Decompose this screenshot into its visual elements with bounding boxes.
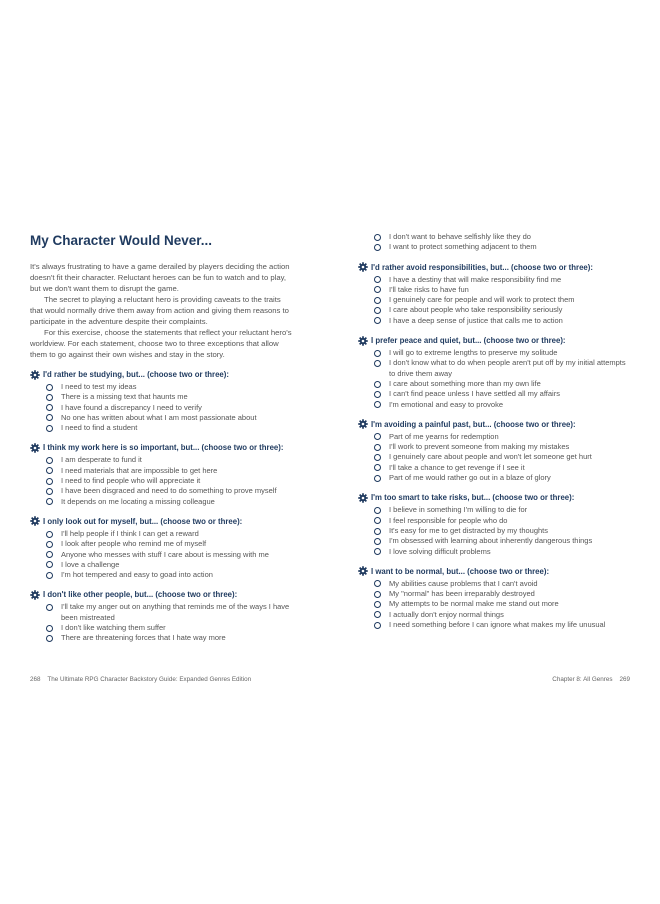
option-item — [358, 620, 630, 630]
circle-checkbox-icon — [46, 541, 53, 548]
circle-checkbox-icon — [374, 234, 381, 241]
left-sections — [30, 369, 292, 644]
circle-checkbox-icon — [374, 391, 381, 398]
intro-paragraph: The secret to playing a reluctant hero is providing caveats to the traits that would normally drive them away from action and giving them reasons to participate in the adventure despite their complaints. — [30, 295, 289, 326]
circle-checkbox-icon — [374, 401, 381, 408]
circle-checkbox-icon — [374, 276, 381, 283]
gear-icon — [30, 516, 40, 526]
circle-checkbox-icon — [374, 297, 381, 304]
option-item — [30, 486, 292, 496]
option-item — [30, 476, 292, 486]
circle-checkbox-icon — [374, 548, 381, 555]
option-text: I'll take my anger out on anything that reminds me of the ways I have been mistreated — [61, 602, 290, 622]
statement-section — [358, 419, 630, 483]
intro-paragraph: For this exercise, choose the statements that reflect your reluctant hero's worldview. For each statement, choose two to three exceptions that allow them to go against their own wishes and stay in the story. — [30, 328, 292, 359]
option-text: I believe in something I'm willing to die for — [389, 505, 528, 515]
option-text: I look after people who remind me of myself — [61, 539, 207, 549]
circle-checkbox-icon — [374, 360, 381, 367]
circle-checkbox-icon — [374, 528, 381, 535]
option-text: I have a deep sense of justice that calls me to action — [389, 315, 563, 325]
statement-heading-text: I want to be normal, but... (choose two or three): — [371, 566, 550, 576]
circle-checkbox-icon — [374, 464, 381, 471]
circle-checkbox-icon — [374, 454, 381, 461]
option-text: I actually don't enjoy normal things — [389, 609, 504, 619]
option-text: I love solving difficult problems — [389, 546, 491, 556]
circle-checkbox-icon — [46, 488, 53, 495]
option-text: I need something before I can ignore what makes my life unusual — [389, 620, 606, 630]
option-text: I will go to extreme lengths to preserve my solitude — [389, 348, 558, 358]
option-item — [358, 516, 630, 526]
option-text: I don't want to behave selfishly like they do — [389, 232, 531, 241]
gear-icon — [30, 443, 40, 453]
circle-checkbox-icon — [374, 507, 381, 514]
circle-checkbox-icon — [374, 381, 381, 388]
statement-heading — [30, 589, 292, 600]
circle-checkbox-icon — [46, 394, 53, 401]
circle-checkbox-icon — [374, 317, 381, 324]
option-text: I can't find peace unless I have settled all my affairs — [389, 389, 560, 399]
statement-heading — [358, 492, 630, 503]
circle-checkbox-icon — [374, 611, 381, 618]
option-item — [358, 473, 630, 483]
option-text: I need materials that are impossible to get here — [61, 465, 218, 475]
option-item — [30, 529, 292, 539]
statement-section — [30, 589, 292, 643]
option-text: It depends on me locating a missing colleague — [61, 496, 215, 506]
option-item — [358, 526, 630, 536]
statement-heading — [358, 419, 630, 430]
chapter-footer: Chapter 8: All Genres — [552, 676, 613, 683]
option-text: Part of me yearns for redemption — [389, 431, 499, 441]
gear-icon — [358, 566, 368, 576]
statement-heading-text: I'm too smart to take risks, but... (choose two or three): — [371, 493, 575, 503]
option-item — [358, 285, 630, 295]
option-item — [358, 295, 630, 305]
circle-checkbox-icon — [374, 307, 381, 314]
option-text: I'll take a chance to get revenge if I see it — [389, 462, 525, 472]
circle-checkbox-icon — [374, 433, 381, 440]
option-item — [30, 413, 292, 423]
option-item — [358, 463, 630, 473]
gear-icon — [30, 590, 40, 600]
option-text: I need to test my ideas — [61, 382, 137, 391]
circle-checkbox-icon — [374, 475, 381, 482]
option-text: I'll work to prevent someone from making my mistakes — [389, 442, 570, 452]
option-item — [358, 442, 630, 452]
statement-heading-text: I don't like other people, but... (choose two or three): — [43, 590, 238, 600]
circle-checkbox-icon — [374, 622, 381, 629]
statement-heading — [358, 566, 630, 577]
page-title: My Character Would Never... — [30, 233, 213, 248]
option-item — [358, 589, 630, 599]
statement-heading-text: I prefer peace and quiet, but... (choose two or three): — [371, 336, 566, 346]
option-item — [30, 455, 292, 465]
circle-checkbox-icon — [46, 572, 53, 579]
statement-heading-text: I'd rather be studying, but... (choose two or three): — [43, 370, 229, 379]
circle-checkbox-icon — [46, 384, 53, 391]
option-text: No one has written about what I am most passionate about — [61, 412, 257, 422]
circle-checkbox-icon — [374, 350, 381, 357]
gear-icon — [358, 262, 368, 272]
page-number-left: 268 — [30, 676, 41, 683]
statement-heading-text: I think my work here is so important, but... (choose two or three): — [43, 443, 284, 453]
statement-heading — [30, 369, 292, 380]
gear-icon — [358, 336, 368, 346]
option-item — [30, 466, 292, 476]
option-item — [358, 579, 630, 589]
circle-checkbox-icon — [46, 551, 53, 558]
footer-right — [552, 676, 630, 683]
right-sections — [358, 262, 630, 631]
option-item — [358, 275, 630, 285]
statement-heading — [30, 442, 292, 453]
option-text: I'm obsessed with learning about inherently dangerous things — [389, 536, 593, 546]
circle-checkbox-icon — [46, 498, 53, 505]
circle-checkbox-icon — [374, 244, 381, 251]
option-item — [30, 392, 292, 402]
option-text: I feel responsible for people who do — [389, 515, 508, 525]
option-item — [358, 305, 630, 315]
option-item — [30, 382, 292, 392]
circle-checkbox-icon — [46, 561, 53, 568]
circle-checkbox-icon — [374, 591, 381, 598]
circle-checkbox-icon — [374, 444, 381, 451]
option-text: I want to protect something adjacent to them — [389, 242, 537, 252]
option-text: I need to find people who will appreciate it — [61, 476, 201, 486]
option-text: Anyone who messes with stuff I care about is messing with me — [61, 549, 269, 559]
option-item — [358, 348, 630, 358]
option-item — [30, 403, 292, 413]
option-text: I love a challenge — [61, 559, 120, 569]
left-page — [30, 232, 292, 653]
continued-options — [358, 232, 630, 253]
option-text: There is a missing text that haunts me — [61, 392, 188, 402]
option-text: My "normal" has been irreparably destroyed — [389, 589, 535, 599]
option-item — [358, 547, 630, 557]
option-item — [358, 242, 630, 252]
option-text: It's easy for me to get distracted by my thoughts — [389, 525, 549, 535]
option-item — [30, 560, 292, 570]
statement-section — [30, 516, 292, 580]
circle-checkbox-icon — [374, 580, 381, 587]
option-text: I care about people who take responsibility seriously — [389, 305, 563, 315]
gear-icon — [358, 493, 368, 503]
option-text: My abilities cause problems that I can't avoid — [389, 578, 538, 588]
intro-text — [30, 261, 292, 360]
option-item — [30, 633, 292, 643]
option-text: I don't like watching them suffer — [61, 623, 166, 633]
option-item — [30, 623, 292, 633]
option-text: I'm emotional and easy to provoke — [389, 399, 503, 409]
circle-checkbox-icon — [46, 467, 53, 474]
statement-section — [358, 492, 630, 556]
circle-checkbox-icon — [46, 425, 53, 432]
option-item — [358, 505, 630, 515]
option-text: Part of me would rather go out in a blaze of glory — [389, 473, 551, 483]
statement-section — [358, 262, 630, 326]
circle-checkbox-icon — [374, 601, 381, 608]
statement-heading — [358, 335, 630, 346]
option-text: I care about something more than my own life — [389, 378, 541, 388]
right-page — [358, 232, 630, 639]
statement-heading-text: I'd rather avoid responsibilities, but... (choose two or three): — [371, 262, 593, 272]
option-item — [358, 316, 630, 326]
circle-checkbox-icon — [46, 604, 53, 611]
circle-checkbox-icon — [374, 286, 381, 293]
option-item — [30, 539, 292, 549]
option-item — [358, 432, 630, 442]
option-item — [30, 550, 292, 560]
circle-checkbox-icon — [374, 517, 381, 524]
intro-paragraph: It's always frustrating to have a game derailed by players deciding the action doesn't fit their character. Reluctant heroes can be fun to watch and to play, but we don't want them to disrupt the game. — [30, 262, 290, 293]
circle-checkbox-icon — [46, 478, 53, 485]
option-text: I have been disgraced and need to do something to prove myself — [61, 486, 277, 496]
circle-checkbox-icon — [46, 625, 53, 632]
gear-icon — [30, 370, 40, 380]
option-text: I genuinely care about people and won't let someone get hurt — [389, 452, 592, 462]
circle-checkbox-icon — [46, 457, 53, 464]
option-item — [358, 358, 630, 379]
statement-heading — [30, 516, 292, 527]
circle-checkbox-icon — [374, 538, 381, 545]
statement-heading-text: I'm avoiding a painful past, but... (choose two or three): — [371, 419, 576, 429]
statement-heading — [358, 262, 630, 273]
option-item — [30, 497, 292, 507]
circle-checkbox-icon — [46, 404, 53, 411]
circle-checkbox-icon — [46, 531, 53, 538]
option-item — [358, 232, 630, 242]
option-text: I'm hot tempered and easy to goad into action — [61, 570, 213, 580]
option-item — [358, 389, 630, 399]
gear-icon — [358, 419, 368, 429]
statement-section — [30, 369, 292, 433]
statement-heading-text: I only look out for myself, but... (choose two or three): — [43, 516, 243, 526]
option-text: I genuinely care for people and will work to protect them — [389, 295, 575, 305]
statement-section — [358, 566, 630, 630]
option-text: I'll take risks to have fun — [389, 284, 469, 294]
option-text: My attempts to be normal make me stand out more — [389, 599, 559, 609]
option-item — [30, 570, 292, 580]
statement-section — [30, 442, 292, 506]
option-item — [358, 599, 630, 609]
circle-checkbox-icon — [46, 635, 53, 642]
option-text: I need to find a student — [61, 423, 138, 433]
footer-left — [30, 676, 251, 683]
book-title-footer: The Ultimate RPG Character Backstory Guide: Expanded Genres Edition — [47, 676, 252, 683]
option-item — [30, 602, 292, 623]
page-number-right: 269 — [619, 676, 630, 683]
option-text: I am desperate to fund it — [61, 455, 142, 465]
option-text: I'll help people if I think I can get a reward — [61, 528, 199, 538]
option-text: I don't know what to do when people aren't put off by my initial attempts to drive them away — [389, 358, 626, 378]
option-item — [358, 400, 630, 410]
option-text: I have a destiny that will make responsibility find me — [389, 274, 562, 284]
option-item — [358, 452, 630, 462]
option-item — [358, 610, 630, 620]
option-text: There are threatening forces that I hate way more — [61, 633, 226, 643]
option-text: I have found a discrepancy I need to verify — [61, 402, 202, 412]
option-item — [30, 423, 292, 433]
circle-checkbox-icon — [46, 414, 53, 421]
option-item — [358, 379, 630, 389]
statement-section — [358, 335, 630, 410]
option-item — [358, 536, 630, 546]
